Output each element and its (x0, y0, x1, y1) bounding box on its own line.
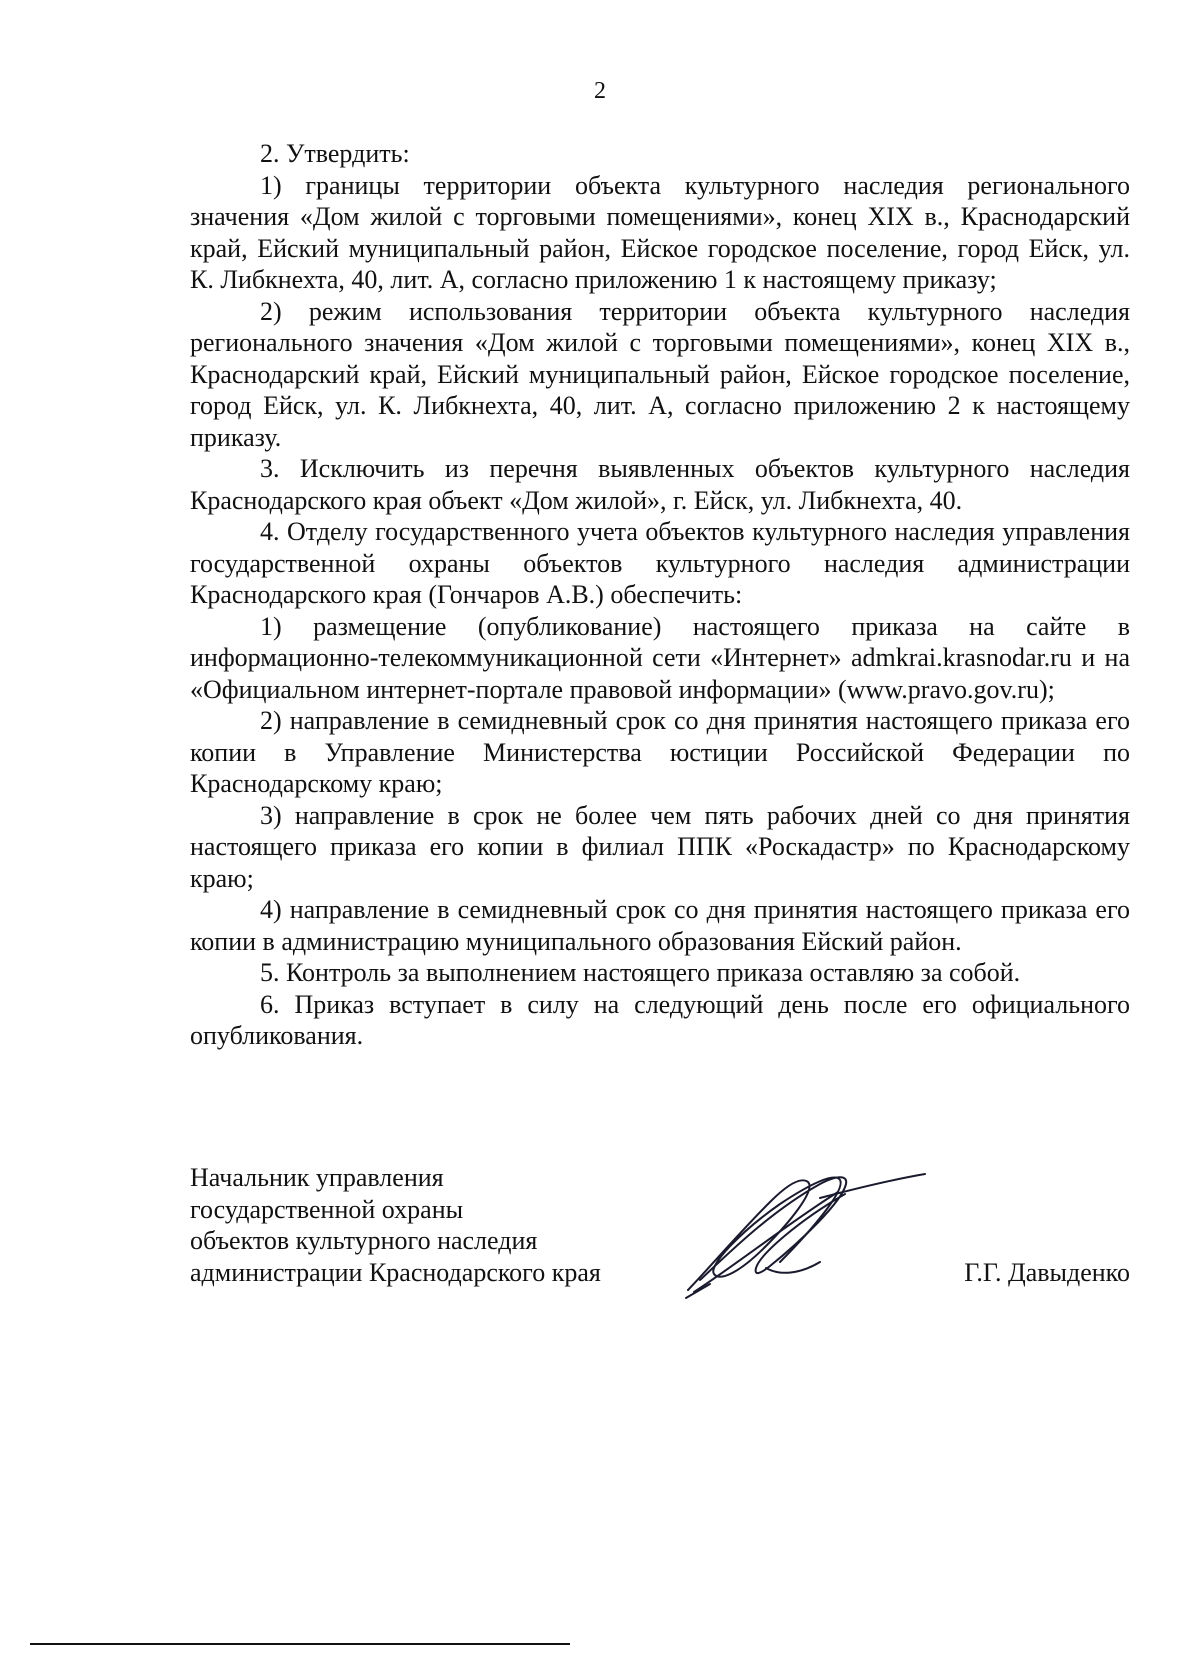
paragraph-publish: 1) размещение (опубликование) настоящего приказа на сайте в информационно-телекоммуникационной сети «Интернет» admkrai.krasnodar.ru и на «Официальном интернет-портале правовой информации» (www.pravo.gov.ru); (190, 611, 1130, 704)
paragraph-department-ensure: 4. Отделу государственного учета объектов культурного наследия управления государственной охраны объектов культурного наследия администрации Краснодарского края (Гончаров А.В.) обеспечить: (190, 517, 1130, 609)
paragraph-exclude: 3. Исключить из перечня выявленных объектов культурного наследия Краснодарского края объект «Дом жилой», г. Ейск, ул. Либкнехта, 40. (190, 454, 1130, 515)
paragraph-send-roskadastr: 3) направление в срок не более чем пять рабочих дней со дня принятия настоящего приказа его копии в филиал ППК «Роскадастр» по Краснодарскому краю; (190, 800, 1130, 893)
handwritten-signature (670, 1162, 930, 1312)
paragraph-send-justice: 2) направление в семидневный срок со дня принятия настоящего приказа его копии в Управление Министерства юстиции Российской Федерации по Краснодарскому краю; (190, 706, 1130, 798)
paragraph-approve-heading: 2. Утвердить: (260, 139, 410, 168)
signatory-title-line: государственной охраны (190, 1194, 464, 1224)
paragraph-effective-date: 6. Приказ вступает в силу на следующий день после его официального опубликования. (190, 989, 1130, 1050)
document-body (190, 138, 1130, 1052)
signatory-name: Г.Г. Давыденко (964, 1257, 1130, 1287)
page-number: 2 (594, 78, 606, 104)
signature-block (190, 1162, 1130, 1302)
paragraph-approve-boundaries: 1) границы территории объекта культурного наследия регионального значения «Дом жилой с торговыми помещениями», конец XIX в., Краснодарский край, Ейский муниципальный район, Ейское городское поселение, город Ейск, ул. К. Либкнехта, 40, лит. А, согласно приложению 1 к настоящему приказу; (190, 170, 1130, 294)
paragraph-send-administration: 4) направление в семидневный срок со дня принятия настоящего приказа его копии в администрацию муниципального образования Ейский район. (190, 895, 1130, 956)
footer-rule (30, 1643, 570, 1645)
paragraph-approve-regime: 2) режим использования территории объекта культурного наследия регионального значения «Дом жилой с торговыми помещениями», конец XIX в., Краснодарский край, Ейский муниципальный район, Ейское городское поселение, город Ейск, ул. К. Либкнехта, 40, лит. А, согласно приложению 2 к настоящему приказу. (190, 296, 1130, 452)
signatory-title-line: Начальник управления (190, 1163, 444, 1192)
paragraph-control: 5. Контроль за выполнением настоящего приказа оставляю за собой. (260, 958, 1021, 987)
signatory-title-line: объектов культурного наследия (190, 1226, 538, 1255)
signatory-title-line: администрации Краснодарского края (190, 1257, 601, 1287)
